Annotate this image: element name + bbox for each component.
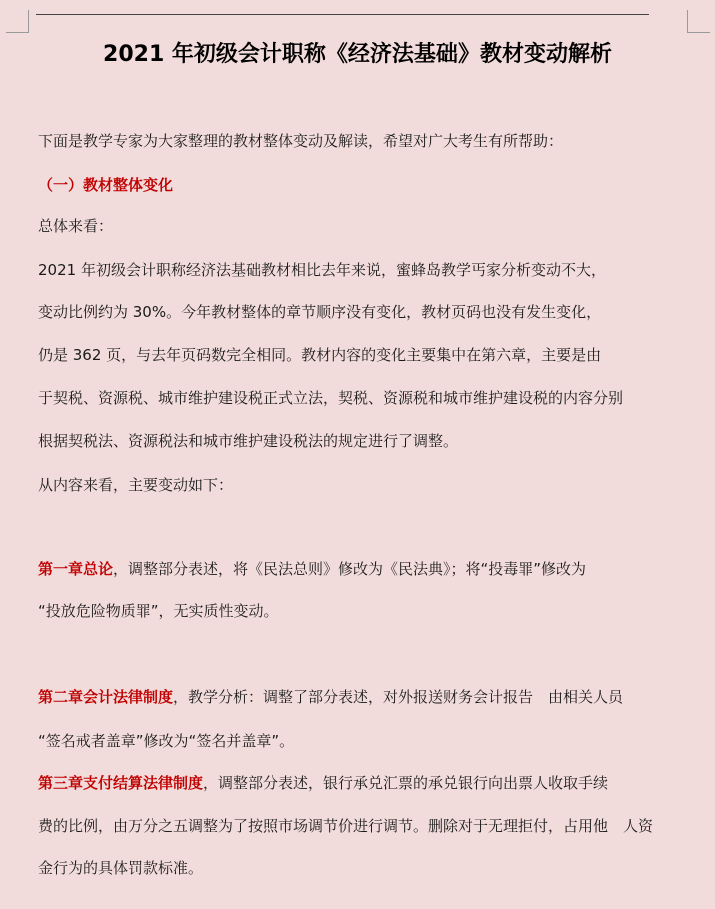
intro-paragraph: 下面是教学专家为大家整理的教材整体变动及解读，希望对广大考生有所帮助： — [38, 132, 564, 150]
chapter3-title: 第三章支付结算法律制度 — [38, 774, 204, 792]
overall-line-1: 2021 年初级会计职称经济法基础教材相比去年来说，蜜蜂岛教学丐家分析变动不大， — [38, 261, 606, 279]
chapter1-line-2: “投放危险物质罪”，无实质性变动。 — [38, 602, 279, 620]
overall-line-4: 于契税、资源税、城市维护建设税正式立法，契税、资源税和城市维护建设税的内容分别 — [38, 389, 624, 407]
overall-line-2: 变动比例约为 30%。今年教材整体的章节顺序没有变化，教材页码也没有发生变化， — [38, 303, 602, 321]
overall-label: 总体来看： — [38, 217, 114, 235]
chapter1-text: ，调整部分表述，将《民法总则》修改为《民法典》；将“投毒罪”修改为 — [113, 560, 587, 578]
chapter3-line-2: 费的比例，由万分之五调整为了按照市场调节价进行调节。删除对于无理拒付，占用他 人资 — [38, 817, 654, 835]
chapter2-line-1 — [38, 687, 623, 707]
content-label: 从内容来看，主要变动如下： — [38, 476, 234, 494]
overall-line-5: 根据契税法、资源税法和城市维护建设税法的规定进行了调整。 — [38, 432, 459, 450]
chapter3-line-1 — [38, 773, 608, 793]
overall-line-3: 仍是 362 页，与去年页码数完全相同。教材内容的变化主要集中在第六章，主要是由 — [38, 346, 602, 364]
chapter1-line-1 — [38, 559, 586, 579]
chapter1-title: 第一章总论 — [38, 560, 114, 578]
crop-mark-right — [687, 10, 710, 33]
crop-mark-left — [6, 10, 29, 33]
chapter2-line-2: “签名戒者盖章”修改为“签名并盖章”。 — [38, 732, 295, 750]
chapter2-text: ，教学分析：调整了部分表述，对外报送财务会计报告 由相关人员 — [173, 688, 624, 706]
chapter3-text: ，调整部分表述，银行承兑汇票的承兑银行向出票人收取手续 — [203, 774, 609, 792]
chapter3-line-3: 金行为的具体罚款标准。 — [38, 859, 204, 877]
header-rule — [36, 14, 649, 15]
chapter2-title: 第二章会计法律制度 — [38, 688, 174, 706]
section-heading-overall-change: （一）教材整体变化 — [38, 176, 174, 194]
document-title: 2021 年初级会计职称《经济法基础》教材变动解析 — [103, 42, 612, 67]
